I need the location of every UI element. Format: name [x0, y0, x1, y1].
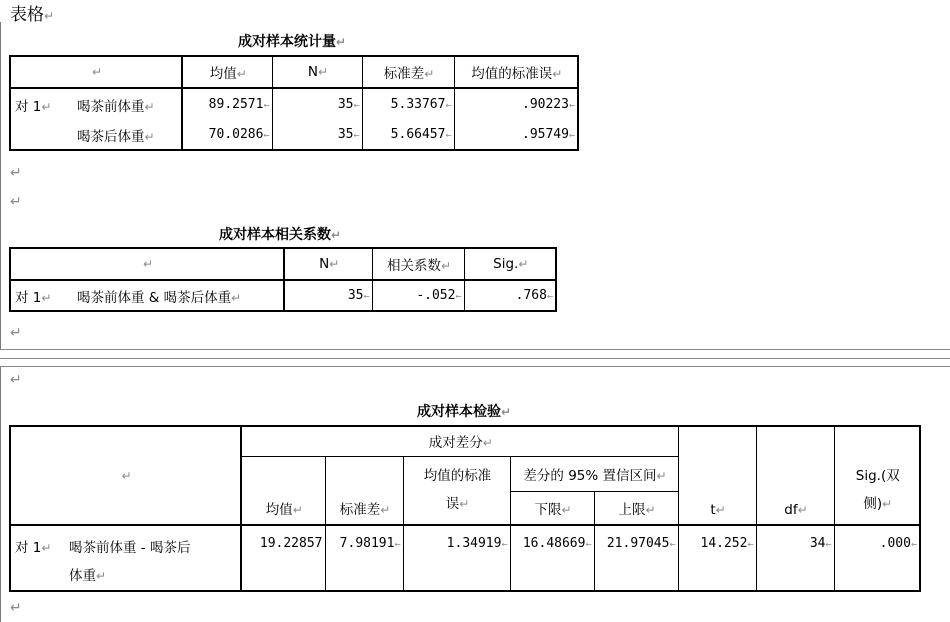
header-paired-differences: 成对差分↵: [241, 426, 678, 456]
cell-se: .95749←: [454, 120, 578, 150]
corner-cell: ↵: [10, 56, 182, 88]
header-ci-95: 差分的 95% 置信区间↵: [510, 456, 678, 491]
page-divider: [0, 366, 950, 367]
paired-samples-test-table: [9, 425, 921, 592]
paragraph-mark: ↵: [10, 372, 22, 388]
table-row: [10, 120, 578, 150]
cell-n: 35←: [272, 120, 362, 150]
row-label: 对 1↵ 喝茶前体重 & 喝茶后体重↵: [15, 289, 242, 306]
table-row: [10, 525, 920, 591]
left-margin-rule: [0, 22, 1, 349]
table-row: [10, 88, 578, 120]
cell-upper: 21.97045←: [594, 525, 678, 591]
corner-cell: ↵: [10, 426, 241, 525]
corner-cell: ↵: [10, 248, 284, 280]
cell-sd: 5.33767←: [362, 88, 454, 120]
header-df: df↵: [756, 426, 834, 525]
paired-samples-correlations-table: [9, 247, 557, 312]
paired-samples-statistics-table: [9, 55, 579, 151]
table-header-row: [10, 248, 556, 280]
paragraph-mark: ↵: [10, 194, 22, 210]
header-sig: Sig.↵: [464, 248, 556, 280]
paragraph-mark: ↵: [10, 600, 22, 616]
page-divider: [0, 349, 950, 350]
cell-sd: 5.66457←: [362, 120, 454, 150]
header-upper: 上限↵: [594, 491, 678, 525]
cell-mean: 70.0286←: [182, 120, 272, 150]
row-label: 对 1↵ 喝茶前体重↵: [15, 98, 155, 115]
left-margin-rule: [0, 367, 1, 622]
row-label: 喝茶后体重↵: [77, 128, 155, 145]
cell-sig: .000←: [834, 525, 920, 591]
header-correlation: 相关系数↵: [372, 248, 464, 280]
table-row: [10, 280, 556, 311]
cell-t: 14.252←: [678, 525, 756, 591]
cell-lower: 16.48669←: [510, 525, 594, 591]
row-label: 对 1↵ 喝茶前体重 - 喝茶后 体重↵: [15, 540, 191, 584]
table1-title: 成对样本统计量↵: [238, 34, 347, 50]
table-header-row: [10, 426, 920, 456]
page-heading: 表格↵: [10, 5, 55, 25]
header-mean: 均值↵: [182, 56, 272, 88]
header-mean: 均值↵: [241, 456, 325, 525]
cell-correlation: -.052←: [372, 280, 464, 311]
header-se: 均值的标准误↵: [454, 56, 578, 88]
cell-n: 35←: [272, 88, 362, 120]
header-sig-2tailed: Sig.(双 侧)↵: [834, 426, 920, 525]
table3-title: 成对样本检验↵: [417, 404, 512, 420]
header-t: t↵: [678, 426, 756, 525]
cell-n: 35←: [284, 280, 372, 311]
cell-sig: .768←: [464, 280, 556, 311]
header-se: 均值的标准 误↵: [403, 456, 510, 525]
header-sd: 标准差↵: [325, 456, 403, 525]
cell-df: 34←: [756, 525, 834, 591]
header-n: N↵: [272, 56, 362, 88]
page-divider: [0, 358, 950, 359]
cell-mean: 19.22857: [241, 525, 325, 591]
cell-se: .90223←: [454, 88, 578, 120]
header-lower: 下限↵: [510, 491, 594, 525]
table-header-row: [10, 56, 578, 88]
paragraph-mark: ↵: [10, 325, 22, 341]
cell-mean: 89.2571←: [182, 88, 272, 120]
paragraph-mark: ↵: [10, 165, 22, 181]
cell-se: 1.34919←: [403, 525, 510, 591]
header-n: N↵: [284, 248, 372, 280]
table2-title: 成对样本相关系数↵: [219, 227, 342, 243]
header-sd: 标准差↵: [362, 56, 454, 88]
cell-sd: 7.98191←: [325, 525, 403, 591]
